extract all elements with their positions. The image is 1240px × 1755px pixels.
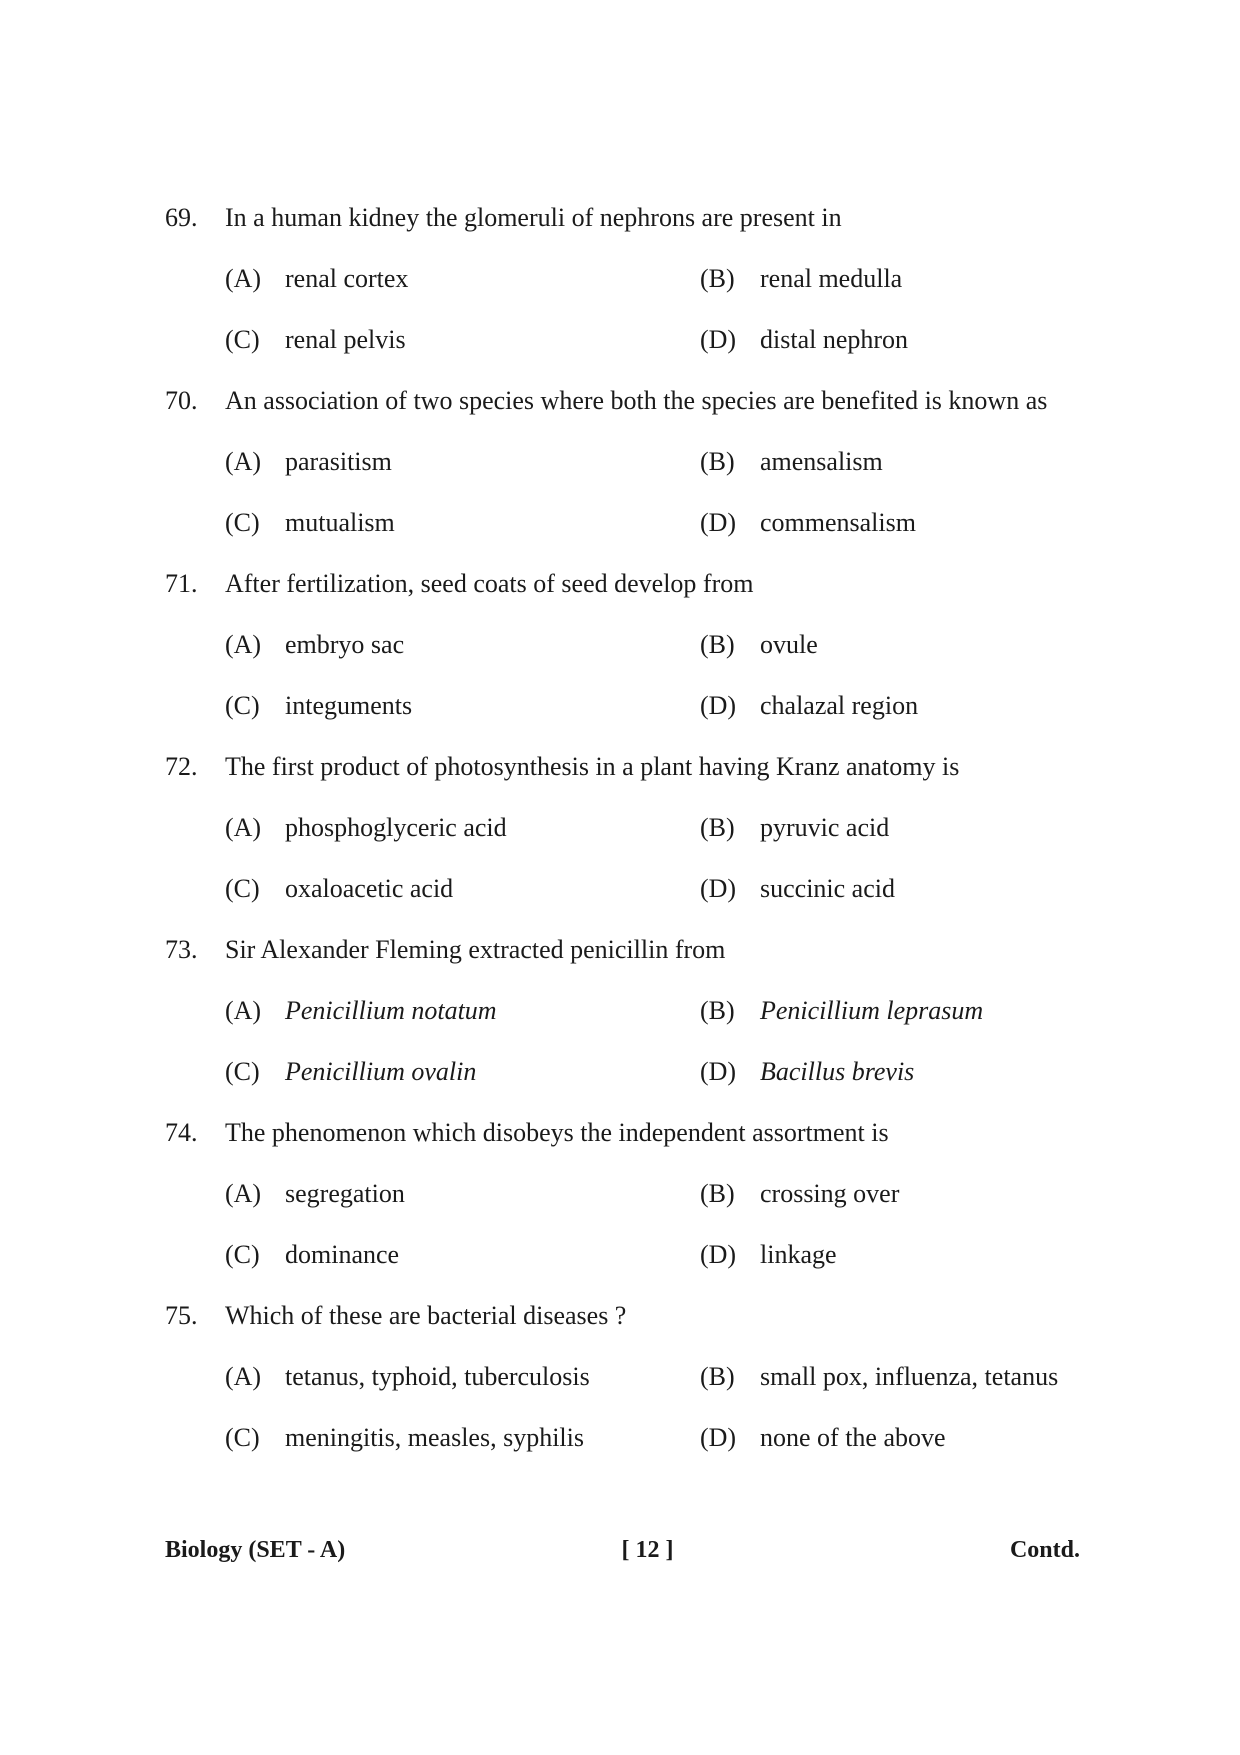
option-text: commensalism [760, 508, 916, 537]
question-number: 72. [165, 752, 198, 781]
question-75 [0, 1296, 1240, 1336]
option-text: segregation [285, 1179, 405, 1208]
option-label: (C) [225, 874, 260, 903]
option-text: linkage [760, 1240, 837, 1269]
option-label: (B) [700, 630, 735, 659]
option-label: (B) [700, 1362, 735, 1391]
question-number: 70. [165, 386, 198, 415]
option-label: (A) [225, 996, 262, 1025]
option-text: oxaloacetic acid [285, 874, 454, 903]
option-label: (B) [700, 447, 735, 476]
page-footer [0, 1530, 1240, 1570]
option-label: (D) [700, 325, 737, 354]
question-text: In a human kidney the glomeruli of nephrons are present in [225, 203, 842, 232]
option-label: (D) [700, 1240, 737, 1269]
option-text: small pox, influenza, tetanus [760, 1362, 1059, 1391]
question-number: 73. [165, 935, 198, 964]
option-text: integuments [285, 691, 413, 720]
question-74 [0, 1113, 1240, 1153]
option-text: chalazal region [760, 691, 919, 720]
option-text: renal medulla [760, 264, 903, 293]
question-70 [0, 381, 1240, 421]
option-label: (D) [700, 1057, 737, 1086]
question-text: After fertilization, seed coats of seed develop from [225, 569, 754, 598]
question-73 [0, 930, 1240, 970]
option-text: none of the above [760, 1423, 946, 1452]
question-number: 75. [165, 1301, 198, 1330]
option-text: amensalism [760, 447, 883, 476]
question-72 [0, 747, 1240, 787]
option-label: (C) [225, 1057, 260, 1086]
option-label: (B) [700, 996, 735, 1025]
footer-page-number: [ 12 ] [621, 1537, 674, 1563]
option-label: (C) [225, 1423, 260, 1452]
option-text: pyruvic acid [760, 813, 890, 842]
option-label: (D) [700, 508, 737, 537]
question-71 [0, 564, 1240, 604]
option-label: (C) [225, 325, 260, 354]
option-label: (B) [700, 264, 735, 293]
question-text: Which of these are bacterial diseases ? [225, 1301, 627, 1330]
option-label: (C) [225, 691, 260, 720]
question-text: The first product of photosynthesis in a plant having Kranz anatomy is [225, 752, 960, 781]
option-label: (A) [225, 630, 262, 659]
question-69 [0, 198, 1240, 238]
option-label: (B) [700, 1179, 735, 1208]
option-label: (B) [700, 813, 735, 842]
question-text: The phenomenon which disobeys the independent assortment is [225, 1118, 889, 1147]
footer-subject: Biology (SET - A) [165, 1537, 346, 1563]
option-label: (A) [225, 813, 262, 842]
option-text: distal nephron [760, 325, 909, 354]
option-text: phosphoglyceric acid [285, 813, 507, 842]
option-text: mutualism [285, 508, 395, 537]
option-text: Penicillium ovalin [285, 1057, 477, 1086]
option-text: embryo sac [285, 630, 405, 659]
question-number: 71. [165, 569, 198, 598]
footer-contd: Contd. [1009, 1537, 1080, 1563]
question-number: 69. [165, 203, 198, 232]
option-text: dominance [285, 1240, 400, 1269]
option-label: (A) [225, 447, 262, 476]
option-text: tetanus, typhoid, tuberculosis [285, 1362, 590, 1391]
option-text: succinic acid [760, 874, 895, 903]
option-text: Penicillium leprasum [760, 996, 984, 1025]
option-text: Bacillus brevis [760, 1057, 915, 1086]
option-label: (C) [225, 508, 260, 537]
option-label: (D) [700, 691, 737, 720]
option-text: meningitis, measles, syphilis [285, 1423, 584, 1452]
option-label: (D) [700, 874, 737, 903]
option-text: parasitism [285, 447, 392, 476]
option-text: ovule [760, 630, 818, 659]
option-label: (A) [225, 1179, 262, 1208]
option-label: (A) [225, 1362, 262, 1391]
question-text: An association of two species where both the species are benefited is known as [225, 386, 1048, 415]
question-text: Sir Alexander Fleming extracted penicillin from [225, 935, 726, 964]
option-text: crossing over [760, 1179, 900, 1208]
option-text: renal pelvis [285, 325, 406, 354]
option-label: (D) [700, 1423, 737, 1452]
option-text: Penicillium notatum [285, 996, 497, 1025]
option-label: (A) [225, 264, 262, 293]
option-label: (C) [225, 1240, 260, 1269]
option-text: renal cortex [285, 264, 409, 293]
question-number: 74. [165, 1118, 198, 1147]
